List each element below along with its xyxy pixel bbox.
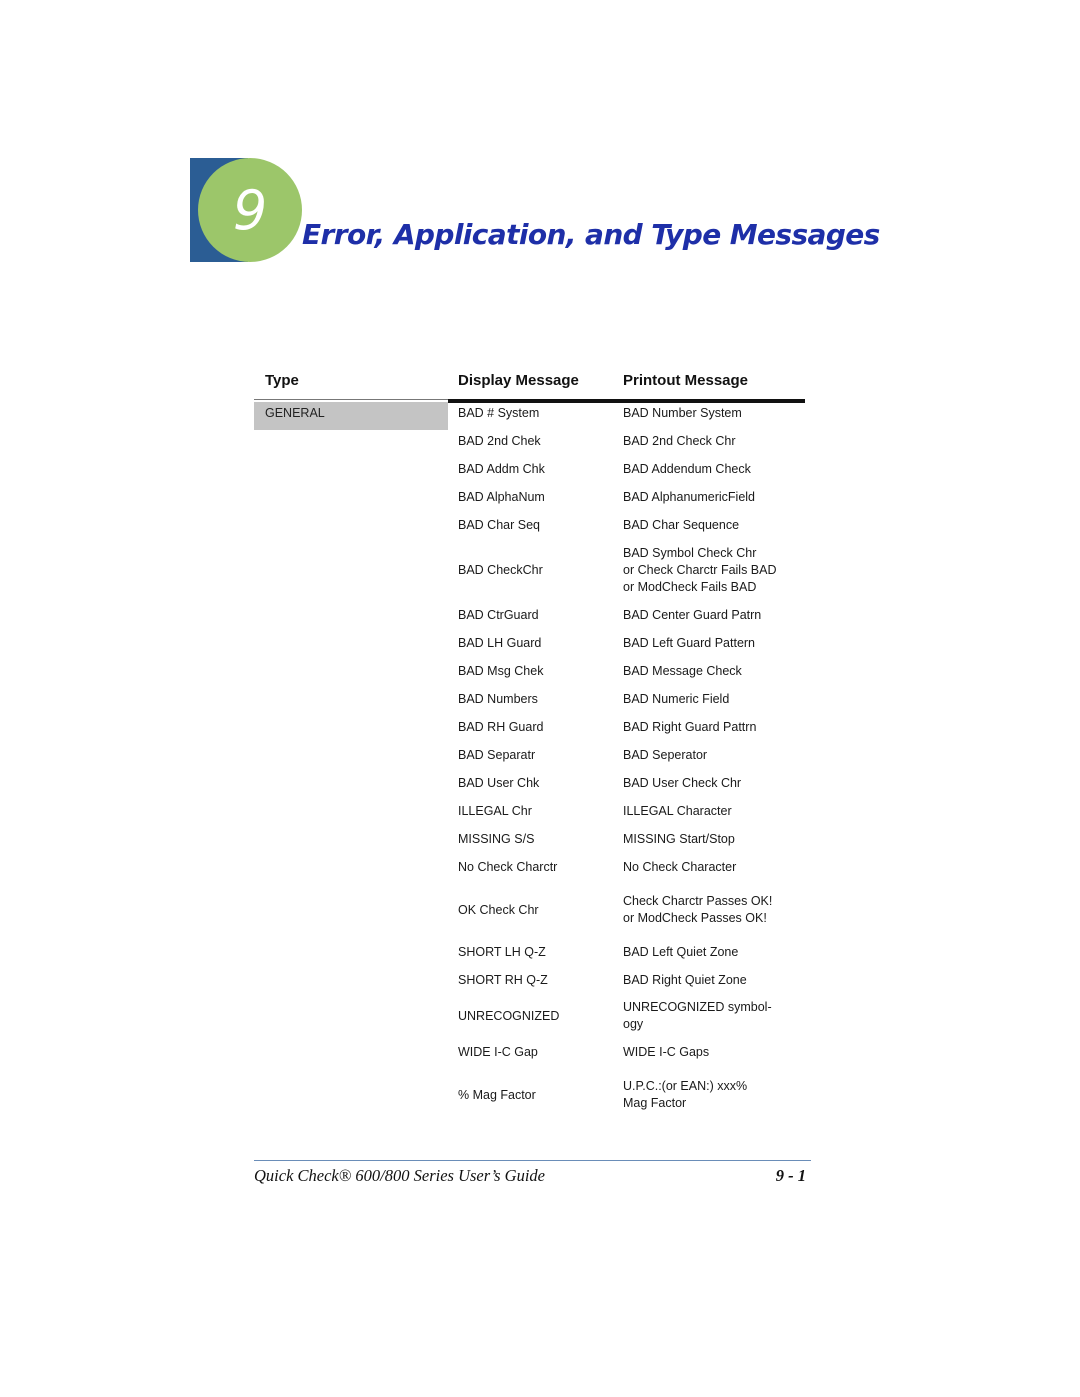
header-rule-left — [254, 399, 448, 400]
printout-message-line: BAD Right Guard Pattrn — [623, 719, 757, 734]
printout-message-line: or Check Charctr Fails BAD — [623, 562, 777, 577]
column-header-type: Type — [265, 372, 299, 389]
printout-message-line: BAD Addendum Check — [623, 461, 751, 476]
printout-message-line: BAD User Check Chr — [623, 775, 742, 790]
display-message-cell: ILLEGAL Chr — [458, 803, 532, 818]
printout-message-line: No Check Character — [623, 859, 737, 874]
display-message-cell: BAD AlphaNum — [458, 489, 545, 504]
printout-message-line: BAD Numeric Field — [623, 691, 730, 706]
header-rule-right — [448, 399, 805, 403]
printout-message-line: BAD AlphanumericField — [623, 489, 756, 504]
printout-message-line: BAD Message Check — [623, 663, 742, 678]
type-cell-general: GENERAL — [254, 402, 448, 430]
printout-message-line: ILLEGAL Character — [623, 803, 732, 818]
display-message-cell: OK Check Chr — [458, 902, 539, 917]
display-message-cell: BAD 2nd Chek — [458, 433, 541, 448]
display-message-cell: BAD Msg Chek — [458, 663, 544, 678]
printout-message-line: BAD Left Guard Pattern — [623, 635, 756, 650]
printout-message-line: BAD 2nd Check Chr — [623, 433, 736, 448]
footer-page-number: 9 - 1 — [775, 1166, 806, 1185]
display-message-cell: BAD Char Seq — [458, 517, 540, 532]
printout-message-line: BAD Right Quiet Zone — [623, 972, 747, 987]
display-message-cell: BAD CtrGuard — [458, 607, 539, 622]
display-message-cell: % Mag Factor — [458, 1087, 536, 1102]
footer-title: Quick Check® 600/800 Series User’s Guide — [254, 1166, 545, 1185]
display-message-cell: BAD Addm Chk — [458, 461, 545, 476]
printout-message-line: UNRECOGNIZED symbol- — [623, 1000, 772, 1014]
printout-message-line: BAD Char Sequence — [623, 517, 740, 532]
display-message-cell: SHORT RH Q-Z — [458, 972, 548, 987]
printout-message-line: Mag Factor — [623, 1096, 687, 1110]
printout-message-line: BAD Number System — [623, 405, 742, 420]
printout-message-line: BAD Left Quiet Zone — [623, 944, 739, 959]
display-message-cell: BAD LH Guard — [458, 635, 542, 650]
printout-message-line: BAD Symbol Check Chr — [623, 545, 757, 560]
chapter-title: Error, Application, and Type Messages — [302, 218, 880, 251]
display-message-cell: WIDE I-C Gap — [458, 1044, 538, 1059]
display-message-cell: BAD CheckChr — [458, 562, 543, 577]
printout-message-line: ogy — [623, 1017, 644, 1031]
printout-message-line: or ModCheck Passes OK! — [623, 911, 767, 925]
display-message-cell: BAD RH Guard — [458, 719, 544, 734]
printout-message-line: BAD Center Guard Patrn — [623, 607, 762, 622]
display-message-cell: BAD Separatr — [458, 747, 536, 762]
printout-message-line: Check Charctr Passes OK! — [623, 894, 773, 908]
printout-message-line: or ModCheck Fails BAD — [623, 579, 757, 594]
printout-message-line: U.P.C.:(or EAN:) xxx% — [623, 1079, 748, 1093]
printout-message-line: BAD Seperator — [623, 747, 708, 762]
display-message-cell: SHORT LH Q-Z — [458, 944, 546, 959]
footer-rule — [254, 1160, 811, 1161]
display-message-cell: No Check Charctr — [458, 859, 558, 874]
chapter-number: 9 — [198, 158, 302, 262]
column-header-printout-message: Printout Message — [623, 372, 749, 389]
column-header-display-message: Display Message — [458, 372, 579, 389]
display-message-cell: UNRECOGNIZED — [458, 1008, 560, 1023]
printout-message-line: WIDE I-C Gaps — [623, 1044, 710, 1059]
chapter-badge — [190, 158, 302, 262]
printout-message-line: MISSING Start/Stop — [623, 831, 735, 846]
display-message-cell: MISSING S/S — [458, 831, 535, 846]
display-message-cell: BAD Numbers — [458, 691, 538, 706]
display-message-cell: BAD User Chk — [458, 775, 540, 790]
display-message-cell: BAD # System — [458, 405, 540, 420]
